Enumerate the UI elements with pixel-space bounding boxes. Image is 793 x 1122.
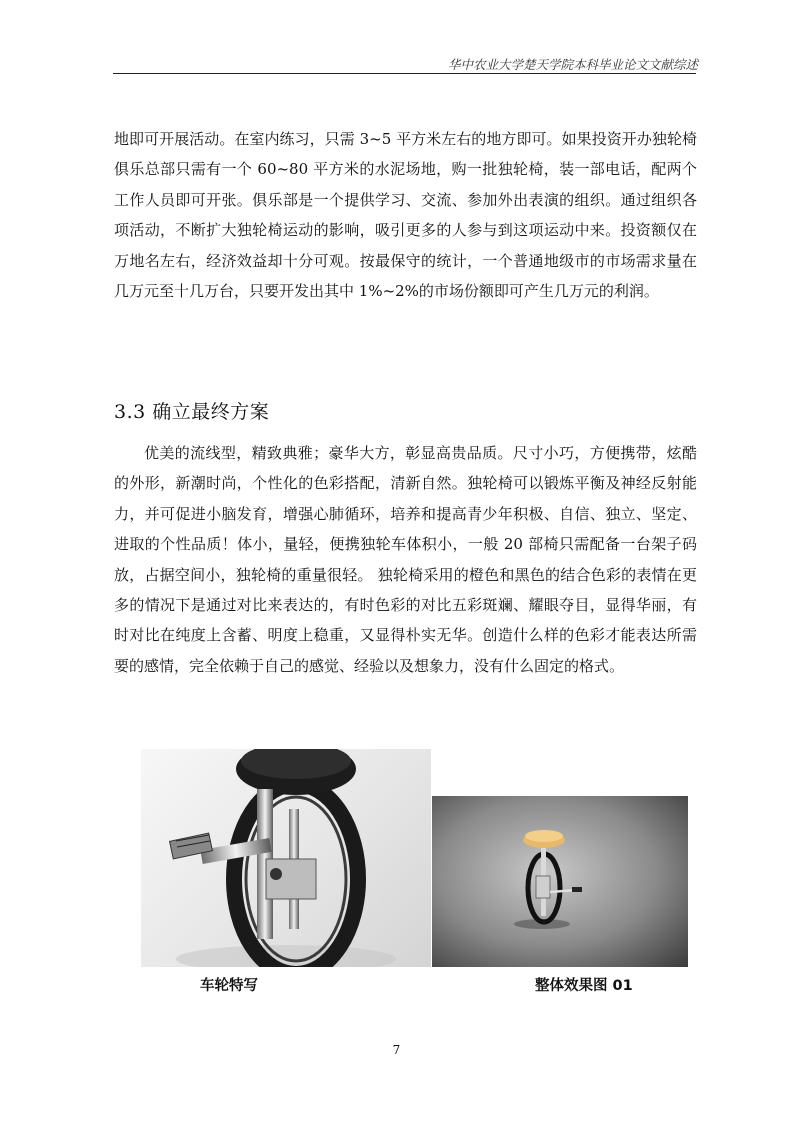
header-rule <box>113 73 696 74</box>
overall-render-image <box>432 796 688 967</box>
paragraph-block-top <box>114 124 697 306</box>
wheel-closeup-drawing <box>141 749 431 967</box>
figure-caption-overall: 整体效果图 01 <box>535 978 633 994</box>
figure-caption-wheel: 车轮特写 <box>200 978 258 994</box>
section-heading: 3.3 确立最终方案 <box>114 401 270 423</box>
page-number: 7 <box>392 1043 401 1057</box>
paragraph-block-section <box>114 438 697 681</box>
overall-render-drawing <box>432 796 688 967</box>
running-header: 华中农业大学楚天学院本科毕业论文文献综述 <box>447 57 698 72</box>
paragraph: 优美的流线型，精致典雅；豪华大方，彰显高贵品质。尺寸小巧，方便携带，炫酷的外形，新潮时尚，个性化的色彩搭配，清新自然。独轮椅可以锻炼平衡及神经反射能力，并可促进小脑发育，增强心肺循环，培养和提高青少年积极、自信、独立、坚定、进取的个性品质！体小，量轻，便携独轮车体积小，一般 20 部椅只需配备一台架子码放，占据空间小，独轮椅的重量很轻。 独轮椅采用的橙色和黑色的结合色彩的表情在更多的情况下是通过对比来表达的，有时色彩的对比五彩斑斓、耀眼夺目，显得华丽，有时对比在纯度上含蓄、明度上稳重，又显得朴实无华。创造什么样的色彩才能表达所需要的感情，完全依赖于自己的感觉、经验以及想象力，没有什么固定的格式。 <box>114 444 697 675</box>
wheel-closeup-image <box>141 749 431 967</box>
paragraph: 地即可开展活动。在室内练习，只需 3~5 平方米左右的地方即可。如果投资开办独轮椅俱乐总部只需有一个 60~80 平方米的水泥场地，购一批独轮椅，装一部电话，配两个工作人员即可开张。俱乐部是一个提供学习、交流、参加外出表演的组织。通过组织各项活动，不断扩大独轮椅运动的影响，吸引更多的人参与到这项运动中来。投资额仅在万地名左右，经济效益却十分可观。按最保守的统计，一个普通地级市的市场需求量在几万元至十几万台，只要开发出其中 1%~2%的市场份额即可产生几万元的利润。 <box>114 130 697 301</box>
